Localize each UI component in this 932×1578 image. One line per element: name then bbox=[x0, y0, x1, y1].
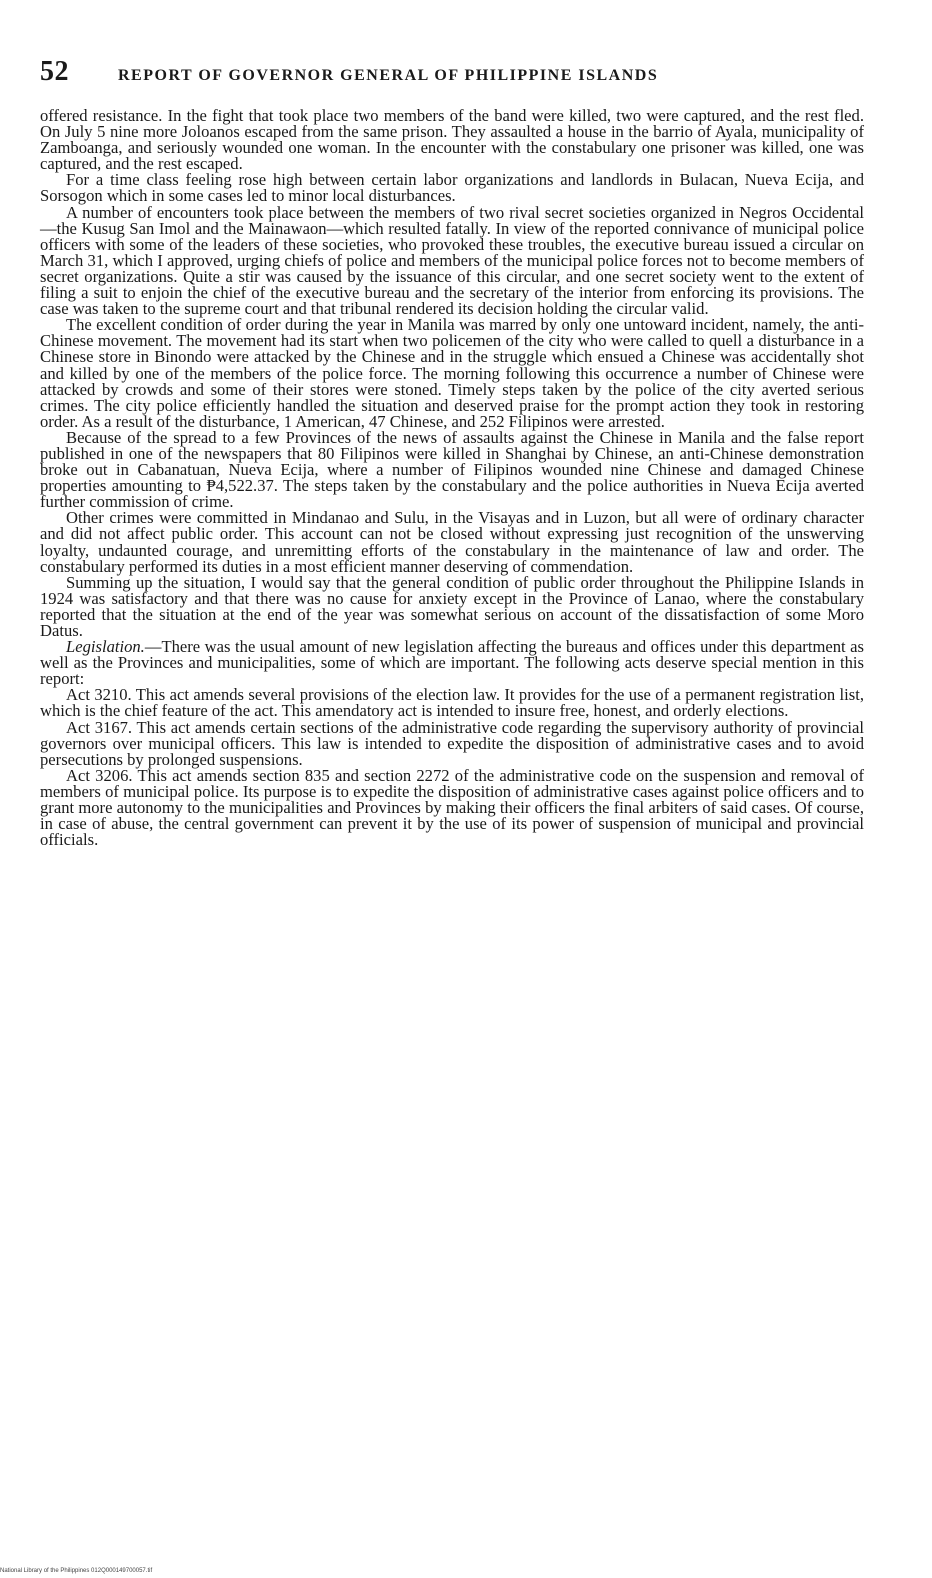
running-title: REPORT OF GOVERNOR GENERAL OF PHILIPPINE ISLANDS bbox=[118, 67, 659, 84]
paragraph: For a time class feeling rose high between certain labor organizations and landlords in Bulacan, Nueva Ecija, and Sorsogon which in some cases led to minor local disturbances. bbox=[40, 170, 864, 206]
paragraph: Summing up the situation, I would say that the general condition of public order throughout the Philippine Islands in 1924 was satisfactory and that there was no cause for anxiety except in the Province of Lanao, where the constabulary reported that the situation at the end of the year was somewhat serious on account of the dissatisfaction of some Moro Datus. bbox=[40, 572, 864, 640]
paragraph: offered resistance. In the fight that took place two members of the band were killed, two were captured, and the rest fled. On July 5 nine more Joloanos escaped from the same prison. They assaulted a house in the barrio of Ayala, municipality of Zamboanga, and seriously wounded one woman. In the encounter with the constabulary one prisoner was killed, one was captured, and the rest escaped. bbox=[40, 106, 864, 174]
scan-footer-note: National Library of the Philippines 012Q000149700057.tif bbox=[0, 1568, 153, 1574]
paragraph: Because of the spread to a few Provinces of the news of assaults against the Chinese in Manila and the false report published in one of the newspapers that 80 Filipinos were killed in Shanghai by Chinese, an anti-Chinese demonstration broke out in Cabanatuan, Nueva Ecija, where a number of Filipinos wounded nine Chinese and damaged Chinese properties amounting to ₱4,522.37. The steps taken by the constabulary and the police authorities in Nueva Ecija averted further commission of crime. bbox=[40, 427, 864, 512]
act-paragraph: Act 3206. This act amends section 835 and section 2272 of the administrative code on the suspension and removal of members of municipal police. Its purpose is to expedite the disposition of administrative cases against police officers and to grant more autonomy to the municipalities and Provinces by making their officers the final arbiters of said cases. Of course, in case of abuse, the central government can prevent it by the use of its power of suspension of municipal and provincial officials. bbox=[40, 765, 864, 850]
body-text bbox=[40, 108, 864, 848]
document-page bbox=[40, 0, 880, 1578]
legislation-paragraph bbox=[40, 639, 864, 687]
running-head bbox=[40, 56, 880, 88]
act-paragraph: Act 3167. This act amends certain sections of the administrative code regarding the supervisory authority of provincial governors over municipal officers. This law is intended to expedite the disposition of administrative cases and to avoid persecutions by prolonged suspensions. bbox=[40, 717, 864, 769]
act-paragraph: Act 3210. This act amends several provisions of the election law. It provides for the use of a permanent registration list, which is the chief feature of the act. This amendatory act is intended to insure free, honest, and orderly elections. bbox=[40, 685, 864, 721]
paragraph: Other crimes were committed in Mindanao and Sulu, in the Visayas and in Luzon, but all were of ordinary character and did not affect public order. This account can not be closed without expressing just recognition of the unswerving loyalty, undaunted courage, and unremitting efforts of the constabulary in the maintenance of law and order. The constabulary performed its duties in a most efficient manner deserving of commendation. bbox=[40, 508, 864, 576]
legislation-text: —There was the usual amount of new legislation affecting the bureaus and offices under this department as well as the Provinces and municipalities, some of which are important. The following acts deserve special mention in this report: bbox=[40, 637, 864, 689]
page-number: 52 bbox=[40, 56, 69, 87]
paragraph: The excellent condition of order during the year in Manila was marred by only one untoward incident, namely, the anti-Chinese movement. The movement had its start when two policemen of the city who were called to quell a disturbance in a Chinese store in Binondo were attacked by the Chinese and in the struggle which ensued a Chinese was accidentally shot and killed by one of the members of the police force. The morning following this occurrence a number of Chinese were attacked by crowds and some of their stores were stoned. Timely steps taken by the police of the city averted serious crimes. The city police efficiently handled the situation and deserved praise for the prompt action they took in restoring order. As a result of the disturbance, 1 American, 47 Chinese, and 252 Filipinos were arrested. bbox=[40, 315, 864, 431]
legislation-heading: Legislation. bbox=[66, 637, 145, 657]
paragraph: A number of encounters took place between the members of two rival secret societies organized in Negros Occidental—the Kusug San Imol and the Mainawaon—which resulted fatally. In view of the reported connivance of municipal police officers with some of the leaders of these societies, who provoked these troubles, the executive bureau issued a circular on March 31, which I approved, urging chiefs of police and members of the municipal police forces not to become members of secret organizations. Quite a stir was caused by the issuance of this circular, and one secret society went to the extent of filing a suit to enjoin the chief of the executive bureau and the secretary of the interior from enforcing its provisions. The case was taken to the supreme court and that tribunal rendered its decision holding the circular valid. bbox=[40, 202, 864, 319]
